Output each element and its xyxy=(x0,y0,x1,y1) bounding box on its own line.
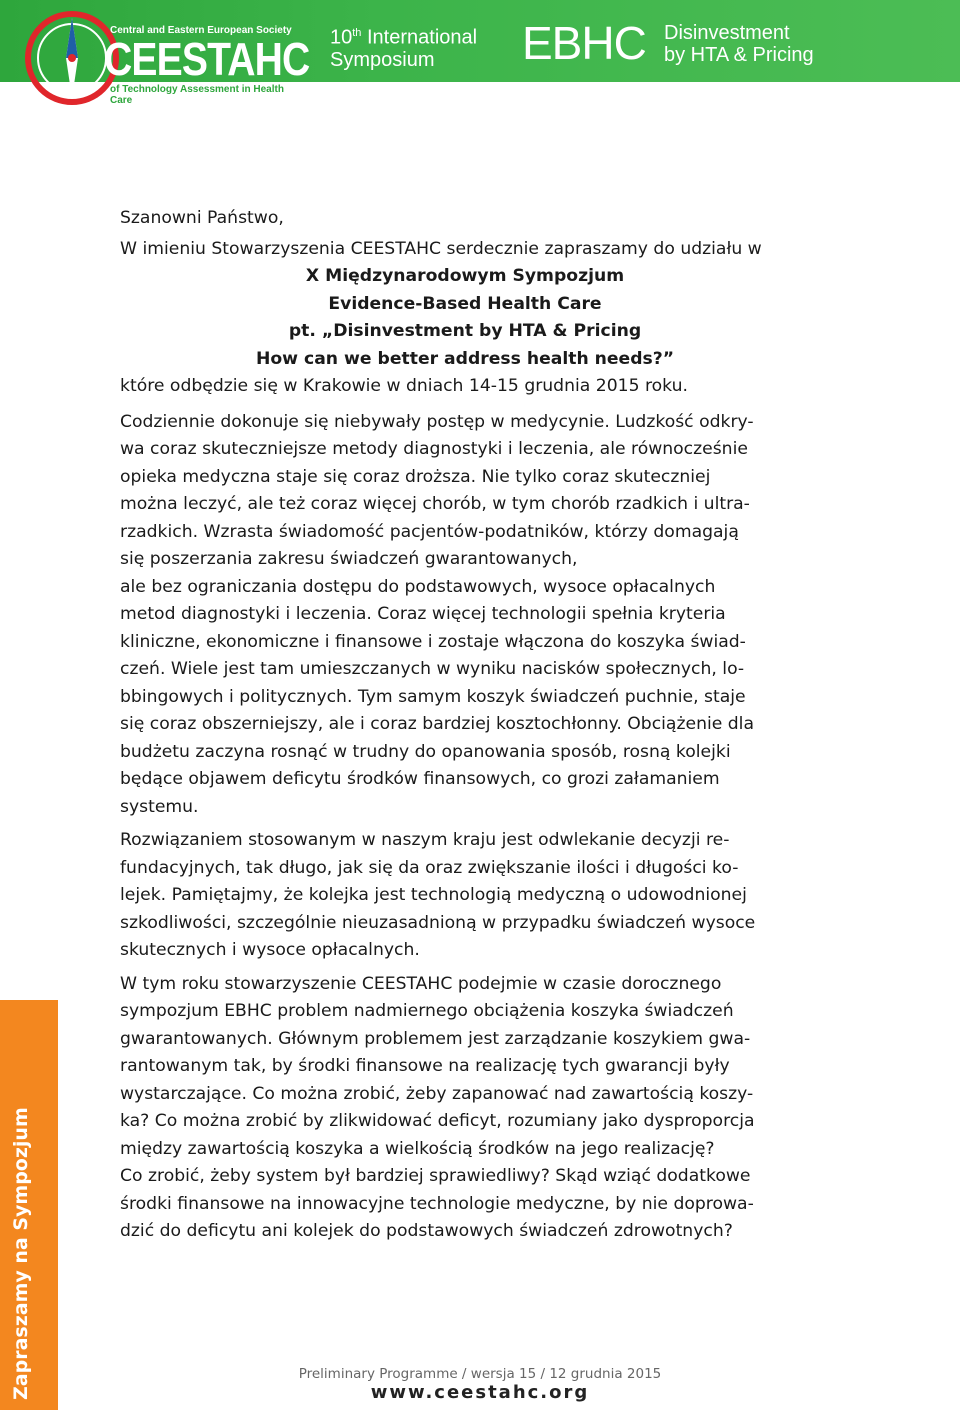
footer-url-link[interactable]: www.ceestahc.org xyxy=(370,1382,590,1403)
text-line: opieka medyczna staje się coraz droższa. Nie tylko coraz skuteczniej xyxy=(120,466,711,487)
text-line: Rozwiązaniem stosowanym w naszym kraju jest odwlekanie decyzji re- xyxy=(120,830,730,850)
letter-body xyxy=(120,205,840,1246)
text-line: systemu. xyxy=(120,796,199,817)
text-line: sympozjum EBHC problem nadmiernego obciążenia koszyka świadczeń xyxy=(120,1001,734,1021)
symposium-word: Symposium xyxy=(330,48,435,71)
title-line-3: pt. „Disinvestment by HTA & Pricing xyxy=(288,321,642,341)
text-line: szkodliwości, szczególnie nieuzasadnioną w przypadku świadczeń wysoce xyxy=(120,912,756,933)
event-date: które odbędzie się w Krakowie w dniach 14-15 grudnia 2015 roku. xyxy=(120,376,688,396)
symposium-suffix: th xyxy=(352,27,362,39)
text-line: gwarantowanych. Głównym problemem jest zarządzanie koszykiem gwa- xyxy=(120,1028,751,1049)
text-line: rzadkich. Wzrasta świadomość pacjentów-podatników, którzy domagają xyxy=(120,521,739,542)
text-line: będące objawem deficytu środków finansowych, co grozi załamaniem xyxy=(120,769,720,789)
logo-wordmark: CEESTAHC xyxy=(104,33,310,85)
symposium-label xyxy=(330,22,477,71)
text-line: kliniczne, ekonomiczne i finansowe i zostaje włączona do koszyka świad- xyxy=(120,631,746,652)
theme-line-1: Disinvestment xyxy=(664,22,790,44)
theme-line-2: by HTA & Pricing xyxy=(664,44,814,66)
intro: W imieniu Stowarzyszenia CEESTAHC serdecznie zapraszamy do udziału w xyxy=(120,238,762,259)
title-line-1: X Międzynarodowym Sympozjum xyxy=(305,266,625,286)
text-line: czeń. Wiele jest tam umieszczanych w wyniku nacisków społecznych, lo- xyxy=(120,659,745,679)
text-line: skutecznych i wysoce opłacalnych. xyxy=(120,940,420,960)
text-line: budżetu zaczyna rosnąć w trudny do opanowania sposób, rosną kolejki xyxy=(120,741,731,762)
text-line: wystarczające. Co można zrobić, żeby zapanować nad zawartością koszy- xyxy=(120,1083,754,1104)
paragraph-3 xyxy=(120,971,840,1246)
symposium-number: 10 xyxy=(330,26,353,49)
logo-tagline-bottom: of Technology Assessment in Health Care xyxy=(110,84,284,106)
text-line: bbingowych i politycznych. Tym samym koszyk świadczeń puchnie, staje xyxy=(120,686,746,707)
ebhc-title: EBHC xyxy=(522,17,646,69)
text-line: ale bez ograniczania dostępu do podstawowych, wysoce opłacalnych xyxy=(120,576,716,597)
text-line: dzić do deficytu ani kolejek do podstawowych świadczeń zdrowotnych? xyxy=(120,1221,733,1241)
symposium-international: International xyxy=(361,26,478,49)
text-line: lejek. Pamiętajmy, że kolejka jest technologią medyczną o udowodnionej xyxy=(120,885,747,905)
title-line-4: How can we better address health needs?” xyxy=(255,348,675,369)
symposium-theme xyxy=(664,22,814,66)
text-line: ka? Co można zrobić by zlikwidować deficyt, rozumiany jako dysproporcja xyxy=(120,1111,755,1131)
footer-version: Preliminary Programme / wersja 15 / 12 grudnia 2015 xyxy=(298,1366,662,1382)
paragraph-2 xyxy=(120,827,840,965)
greeting: Szanowni Państwo, xyxy=(120,208,284,228)
header xyxy=(0,0,960,118)
text-line: fundacyjnych, tak długo, jak się da oraz zwiększanie ilości i długości ko- xyxy=(120,857,739,878)
text-line: rantowanym tak, by środki finansowe na realizację tych gwarancji były xyxy=(120,1056,730,1076)
text-line: metod diagnostyki i leczenia. Coraz więcej technologii spełnia kryteria xyxy=(120,604,726,624)
logo-tagline-top: Central and Eastern European Society xyxy=(110,25,292,36)
logo[interactable] xyxy=(0,0,310,118)
text-line: się coraz obszerniejszy, ale i coraz bardziej kosztochłonny. Obciążenie dla xyxy=(120,714,754,734)
side-bar-label: Zapraszamy na Sympozjum xyxy=(10,1107,32,1400)
text-line: się poszerzania zakresu świadczeń gwarantowanych, xyxy=(120,549,578,569)
text-line: wa coraz skuteczniejsze metody diagnostyki i leczenia, ale równocześnie xyxy=(120,439,748,459)
text-line: między zawartością koszyka a wielkością środków na jego realizację? xyxy=(120,1138,715,1159)
text-line: Codziennie dokonuje się niebywały postęp w medycynie. Ludzkość odkry- xyxy=(120,411,754,432)
text-line: środki finansowe na innowacyjne technologie medyczne, by nie doprowa- xyxy=(120,1193,754,1214)
text-line: Co zrobić, żeby system był bardziej sprawiedliwy? Skąd wziąć dodatkowe xyxy=(120,1166,751,1186)
paragraph-1 xyxy=(120,409,840,822)
title-line-2: Evidence-Based Health Care xyxy=(328,293,602,314)
text-line: W tym roku stowarzyszenie CEESTAHC podejmie w czasie dorocznego xyxy=(120,973,722,994)
text-line: można leczyć, ale też coraz więcej chorób, w tym chorób rzadkich i ultra- xyxy=(120,494,750,514)
